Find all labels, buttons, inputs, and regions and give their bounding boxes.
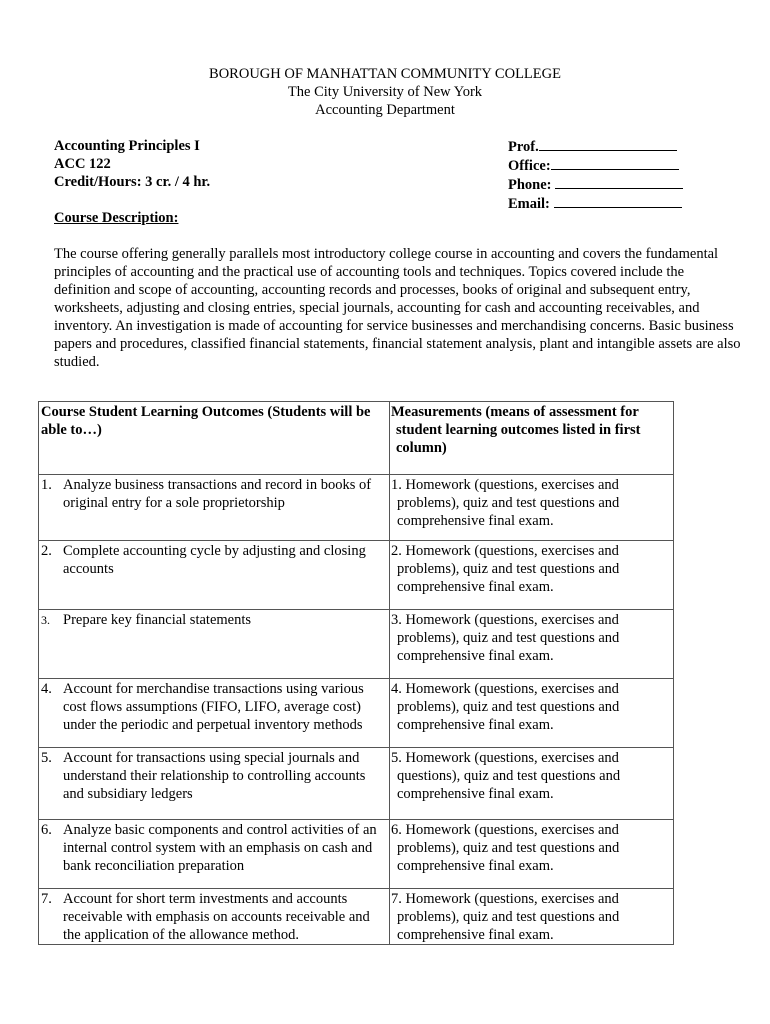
document-header bbox=[0, 65, 770, 119]
college-name: BOROUGH OF MANHATTAN COMMUNITY COLLEGE bbox=[209, 66, 561, 82]
course-description-body: The course offering generally parallels most introductory college course in accounting and covers the fundamental principles of accounting and the practical use of accounting tools and techniques. Topics covered include the definition and scope of accounting, accounting records and processes, books of original and subsequent entry, worksheets, adjusting and closing entries, special journals, accounting for cash and accounting receivables, and inventory. An investigation is made of accounting for service businesses and merchandising concerns. Basic business papers and procedures, classified financial statements, financial statement analysis, plant and intangible assets are also studied. bbox=[54, 246, 741, 370]
table-row bbox=[39, 679, 674, 748]
table-row bbox=[39, 820, 674, 889]
phone-label: Phone: bbox=[508, 177, 552, 193]
table-row bbox=[39, 748, 674, 820]
prof-row bbox=[508, 137, 683, 156]
course-credits: Credit/Hours: 3 cr. / 4 hr. bbox=[54, 174, 211, 190]
course-description-heading: Course Description: bbox=[54, 210, 179, 226]
department-name: Accounting Department bbox=[315, 102, 455, 118]
email-row bbox=[508, 194, 683, 213]
outcome-text: Account for transactions using special journals and understand their relationship to controlling accounts and subsidiary ledgers bbox=[63, 750, 366, 802]
table-row bbox=[39, 475, 674, 541]
email-label: Email: bbox=[508, 196, 550, 212]
row-number: 3. bbox=[41, 613, 50, 627]
outcomes-column-header: Course Student Learning Outcomes (Students will be able to…) bbox=[41, 404, 371, 438]
phone-row bbox=[508, 175, 683, 194]
row-number: 5. bbox=[41, 750, 52, 766]
table-row bbox=[39, 889, 674, 945]
outcome-text: Prepare key financial statements bbox=[63, 612, 252, 628]
office-label: Office: bbox=[508, 158, 551, 174]
outcome-text: Account for short term investments and accounts receivable with emphasis on accounts receivable and the application of the allowance method. bbox=[63, 891, 370, 943]
university-name: The City University of New York bbox=[287, 84, 483, 100]
outcome-text: Complete accounting cycle by adjusting and closing accounts bbox=[63, 543, 366, 577]
measurement-text: 6. Homework (questions, exercises and problems), quiz and test questions and comprehensive final exam. bbox=[391, 822, 620, 874]
row-number: 4. bbox=[41, 681, 52, 697]
measurements-column-header: Measurements (means of assessment for student learning outcomes listed in first column) bbox=[391, 404, 641, 456]
phone-blank-line[interactable] bbox=[555, 175, 683, 189]
header-cell-measurements bbox=[390, 402, 674, 475]
row-number: 1. bbox=[41, 477, 52, 493]
prof-blank-line[interactable] bbox=[539, 137, 677, 151]
measurement-text: 5. Homework (questions, exercises and questions), quiz and test questions and comprehensive final exam. bbox=[391, 750, 621, 802]
row-number: 2. bbox=[41, 543, 52, 559]
table-header-row bbox=[39, 402, 674, 475]
office-blank-line[interactable] bbox=[551, 156, 679, 170]
measurement-text: 4. Homework (questions, exercises and problems), quiz and test questions and comprehensive final exam. bbox=[391, 681, 620, 733]
header-cell-outcomes bbox=[39, 402, 390, 475]
course-code: ACC 122 bbox=[54, 156, 111, 172]
measurement-text: 3. Homework (questions, exercises and problems), quiz and test questions and comprehensive final exam. bbox=[391, 612, 620, 664]
instructor-info bbox=[508, 137, 683, 213]
table-row bbox=[39, 541, 674, 610]
measurement-text: 7. Homework (questions, exercises and problems), quiz and test questions and comprehensive final exam. bbox=[391, 891, 620, 943]
outcome-text: Account for merchandise transactions using various cost flows assumptions (FIFO, LIFO, average cost) under the periodic and perpetual inventory methods bbox=[63, 681, 364, 733]
course-title: Accounting Principles I bbox=[54, 138, 200, 154]
row-number: 7. bbox=[41, 891, 52, 907]
measurement-text: 1. Homework (questions, exercises and problems), quiz and test questions and comprehensive final exam. bbox=[391, 477, 620, 529]
table-row bbox=[39, 610, 674, 679]
prof-label: Prof. bbox=[508, 139, 539, 155]
office-row bbox=[508, 156, 683, 175]
measurement-text: 2. Homework (questions, exercises and problems), quiz and test questions and comprehensive final exam. bbox=[391, 543, 620, 595]
outcome-text: Analyze basic components and control activities of an internal control system with an emphasis on cash and bank reconciliation preparation bbox=[63, 822, 377, 874]
course-info bbox=[54, 137, 210, 191]
outcome-text: Analyze business transactions and record in books of original entry for a sole proprietorship bbox=[63, 477, 372, 511]
email-blank-line[interactable] bbox=[554, 194, 682, 208]
outcomes-table bbox=[38, 401, 674, 945]
row-number: 6. bbox=[41, 822, 52, 838]
